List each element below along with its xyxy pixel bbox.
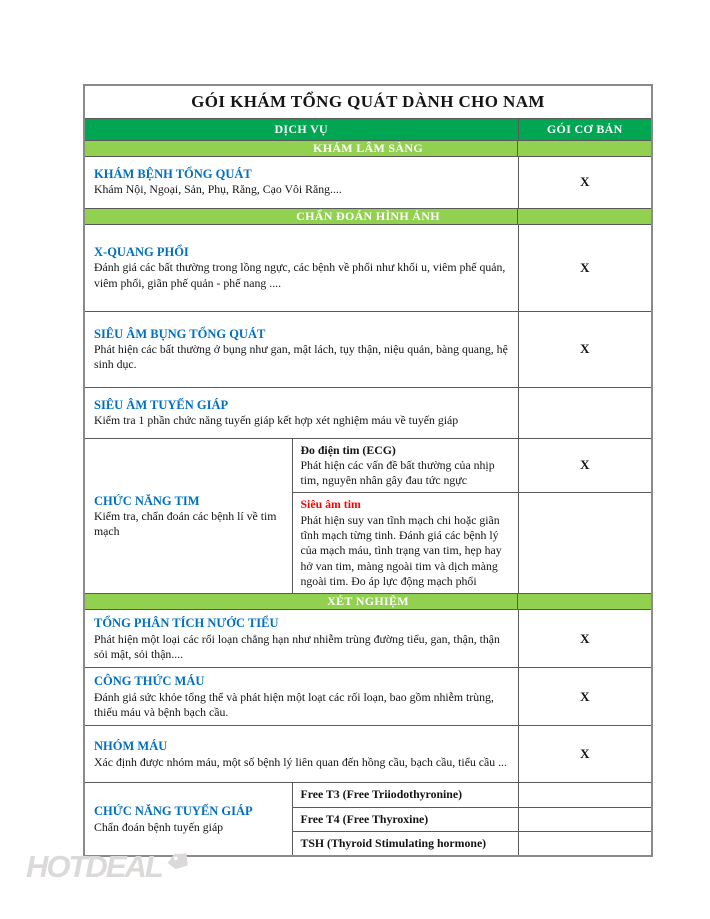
package-mark — [518, 831, 652, 856]
package-mark — [518, 387, 652, 438]
subservice-cell-echo — [292, 493, 518, 594]
subservice-name: Free T3 (Free Triiodothyronine) — [300, 787, 463, 802]
subservice-cell-t3 — [292, 783, 518, 807]
package-mark — [518, 807, 652, 831]
subservice-name: Siêu âm tim — [300, 497, 361, 512]
service-name: NHÓM MÁU — [94, 739, 168, 754]
service-description: Kiểm tra, chẩn đoán các bệnh lí về tim mạch — [94, 508, 277, 539]
subservice-name: TSH (Thyroid Stimulating hormone) — [300, 835, 487, 850]
page-title: GÓI KHÁM TỔNG QUÁT DÀNH CHO NAM — [84, 85, 652, 118]
service-row-thyroid-t3 — [84, 783, 652, 807]
service-row-thyroid-us — [84, 387, 652, 438]
service-description: Đánh giá các bất thường trong lồng ngực, các bệnh về phổi như khối u, viêm phế quản, viêm phổi, giãn phế quản - phế nang .... — [94, 260, 506, 290]
service-description: Chẩn đoán bệnh tuyến giáp — [94, 819, 224, 834]
service-cell — [84, 438, 292, 594]
service-row-cardiac-ecg — [84, 438, 652, 493]
service-description: Phát hiện một loại các rối loạn chẳng hạn như nhiễm trùng đường tiểu, gan, thận, thận sỏi mật, sỏi thận.... — [94, 631, 500, 662]
package-mark: X — [518, 224, 652, 311]
subservice-cell-ecg — [292, 438, 518, 493]
service-description: Khám Nội, Ngoại, Sản, Phụ, Răng, Cạo Vôi Răng.... — [94, 182, 342, 197]
service-name: CÔNG THỨC MÁU — [94, 674, 205, 689]
column-header-package: GÓI CƠ BẢN — [518, 118, 652, 140]
subservice-name: Đo điện tim (ECG) — [300, 442, 396, 457]
package-mark: X — [518, 438, 652, 493]
service-cell — [84, 311, 518, 387]
service-row-xray-lung — [84, 224, 652, 311]
package-mark: X — [518, 311, 652, 387]
service-cell — [84, 156, 518, 208]
service-name: SIÊU ÂM TUYẾN GIÁP — [94, 397, 229, 412]
section-title-imaging: CHẨN ĐOÁN HÌNH ẢNH — [84, 208, 652, 224]
service-row-urinalysis — [84, 610, 652, 668]
service-name: SIÊU ÂM BỤNG TỔNG QUÁT — [94, 326, 266, 341]
service-cell — [84, 387, 518, 438]
watermark-text: HOTDEAL — [26, 849, 162, 884]
service-name: X-QUANG PHỔI — [94, 245, 189, 260]
package-mark — [518, 493, 652, 594]
service-name: CHỨC NĂNG TIM — [94, 493, 200, 508]
package-mark: X — [518, 156, 652, 208]
subservice-cell-t4 — [292, 807, 518, 831]
service-row-blood-group — [84, 726, 652, 783]
service-name: TỔNG PHÂN TÍCH NƯỚC TIỂU — [94, 616, 279, 631]
subservice-cell-tsh — [292, 831, 518, 856]
section-row-clinical — [84, 140, 652, 156]
subservice-name: Free T4 (Free Thyroxine) — [300, 811, 429, 826]
section-title-clinical: KHÁM LÂM SÀNG — [84, 140, 652, 156]
price-tag-icon — [164, 850, 192, 877]
hotdeal-watermark — [26, 851, 190, 882]
column-header-row — [84, 118, 652, 140]
package-mark: X — [518, 610, 652, 668]
service-name: KHÁM BỆNH TỔNG QUÁT — [94, 167, 252, 182]
section-row-lab — [84, 594, 652, 610]
service-cell — [84, 610, 518, 668]
service-description: Xác định được nhóm máu, một số bệnh lý liên quan đến hồng cầu, bạch cầu, tiểu cầu ... — [94, 754, 507, 769]
service-name: CHỨC NĂNG TUYẾN GIÁP — [94, 804, 253, 819]
subservice-description: Phát hiện suy van tĩnh mạch chi hoặc giãn tĩnh mạch từng tinh. Đánh giá các bệnh lý của mạch máu, tình trạng van tim, hẹp hay hở van tim, màng ngoài tim và dịch màng ngoài tim. Đo áp lực động mạch phổi — [300, 512, 502, 589]
column-header-service: DỊCH VỤ — [84, 118, 518, 140]
checkup-package-table — [83, 84, 653, 857]
service-cell — [84, 668, 518, 726]
package-mark: X — [518, 726, 652, 783]
service-cell — [84, 783, 292, 856]
package-mark: X — [518, 668, 652, 726]
section-row-imaging — [84, 208, 652, 224]
package-mark — [518, 783, 652, 807]
service-description: Kiểm tra 1 phần chức năng tuyến giáp kết hợp xét nghiệm máu về tuyến giáp — [94, 412, 459, 427]
subservice-description: Phát hiện các vấn đề bất thường của nhịp tim, nguyên nhân gây đau tức ngực — [300, 457, 495, 488]
service-description: Phát hiện các bất thường ở bụng như gan, mật lách, tụy thận, niệu quản, bàng quang, hệ sinh dục. — [94, 341, 508, 372]
service-cell — [84, 224, 518, 311]
service-row-general-exam — [84, 156, 652, 208]
service-row-abdominal-us — [84, 311, 652, 387]
section-title-lab: XÉT NGHIỆM — [84, 594, 652, 610]
title-row — [84, 85, 652, 118]
service-row-cbc — [84, 668, 652, 726]
service-cell — [84, 726, 518, 783]
service-description: Đánh giá sức khỏe tổng thể và phát hiện một loạt các rối loạn, bao gồm nhiễm trùng, thiếu máu và bệnh bạch cầu. — [94, 689, 494, 719]
